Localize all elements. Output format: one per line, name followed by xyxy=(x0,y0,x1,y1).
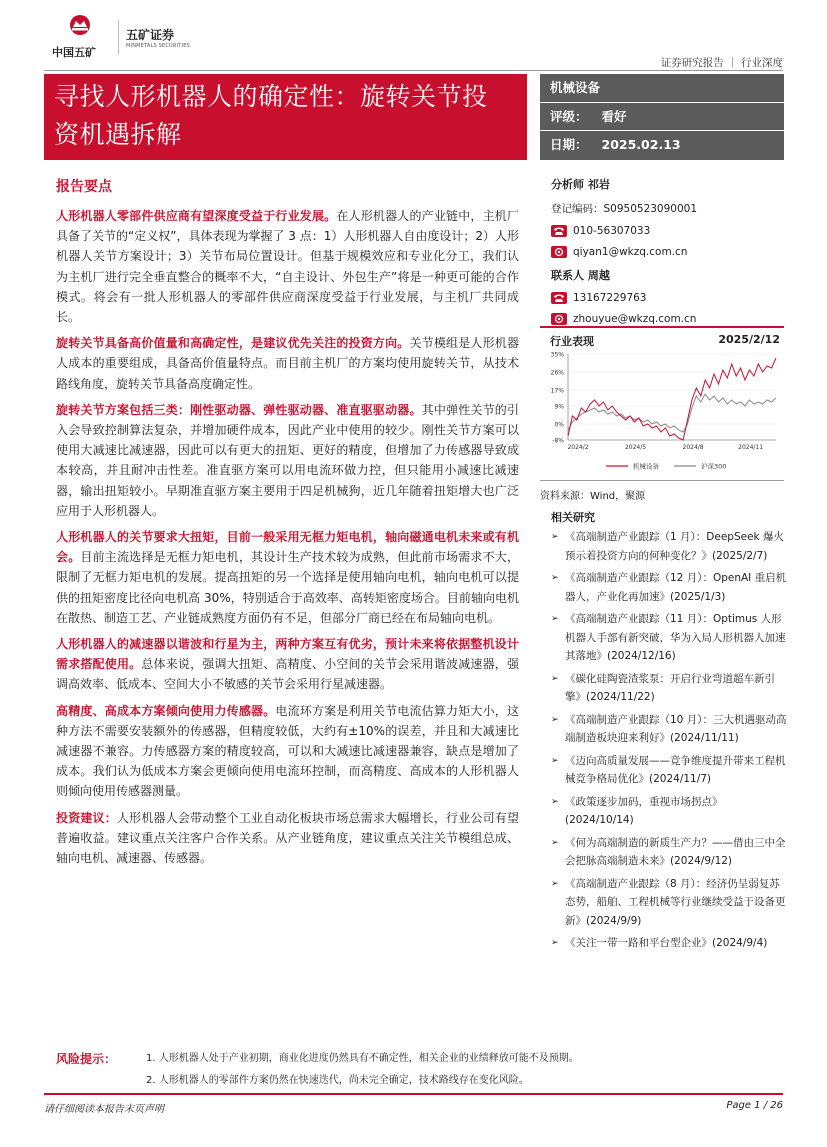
paragraph-body: 关节模组是人形机器人成本的重要组成，具备高价值量特点。而目前主机厂的方案均使用旋转关节，从技术路线角度，旋转关节具备高度确定性。 xyxy=(56,336,519,391)
arrow-icon: ➢ xyxy=(551,573,559,583)
industry-name xyxy=(540,74,784,103)
company-logo xyxy=(44,10,204,58)
email-address[interactable]: qiyan1@wkzq.com.cn xyxy=(573,246,688,258)
rating-row xyxy=(540,103,784,132)
related-research-item[interactable] xyxy=(551,569,787,606)
paragraph-body: 总体来说，强调大扭矩、高精度、小空间的关节会采用谐波减速器，强调高效率、低成本、空间大小不敏感的关节会采用行星减速器。 xyxy=(56,657,519,692)
minmetals-emblem-icon xyxy=(66,14,94,38)
related-research-text: 《高端制造产业跟踪（10 月）：三大机遇驱动高端制造板块迎来利好》(2024/11/11) xyxy=(565,713,787,744)
arrow-icon: ➢ xyxy=(551,714,559,725)
arrow-icon: ➢ xyxy=(551,614,559,624)
risk-item: 2. 人形机器人的零部件方案仍然在快速迭代，尚未完全确定，技术路线存在变化风险。 xyxy=(146,1075,529,1086)
analyst-name: 分析师 祁岩 xyxy=(551,178,610,191)
report-title-box xyxy=(44,74,527,160)
rating-value: 看好 xyxy=(601,108,627,124)
logo-divider xyxy=(118,20,119,54)
footer-disclaimer: 请仔细阅读本报告末页声明 xyxy=(44,1104,164,1115)
arrow-icon: ➢ xyxy=(551,878,559,889)
report-title-line2: 资机遇拆解 xyxy=(54,120,182,149)
paragraph-highlight: 旋转关节具备高价值量和高确定性，是建议优先关注的投资方向。 xyxy=(56,336,410,351)
email-icon xyxy=(551,246,567,258)
paragraph-highlight: 旋转关节方案包括三类：刚性驱动器、弹性驱动器、准直驱驱动器。 xyxy=(56,402,422,417)
date-row xyxy=(540,131,784,160)
email-icon xyxy=(551,313,567,325)
summary-paragraph xyxy=(56,400,519,521)
analyst-reg-code xyxy=(551,201,787,216)
related-research-text: 《何为高端制造的新质生产力？——借由三中全会把脉高端制造未来》(2024/9/12) xyxy=(565,836,786,867)
related-research-item[interactable] xyxy=(551,793,787,830)
y-tick-label: 9% xyxy=(554,403,564,411)
y-tick-label: 35% xyxy=(550,351,564,359)
summary-paragraph xyxy=(56,634,519,695)
related-research-title: 相关研究 xyxy=(551,511,595,524)
report-type: 证券研究报告 ｜ 行业深度 xyxy=(660,57,783,69)
contact-phone xyxy=(551,292,787,304)
rating-label: 评级： xyxy=(550,108,588,124)
y-tick-label: 0% xyxy=(554,421,564,429)
related-research-text: 《迈向高质量发展——竞争维度提升带来工程机械竞争格局优化》(2024/11/7) xyxy=(565,754,786,785)
header-divider xyxy=(44,70,783,71)
paragraph-highlight: 人形机器人的关节要求大扭矩，目前一般采用无框力矩电机，轴向磁通电机未来或有机会。 xyxy=(56,530,519,565)
logo-securities-english: MINMETALS SECURITIES xyxy=(126,43,190,49)
related-research-item[interactable] xyxy=(551,528,787,565)
phone-icon xyxy=(551,292,567,304)
chart-title: 行业表现 xyxy=(550,335,594,348)
paragraph-body: 在人形机器人的产业链中，主机厂具备了关节的“定义权”，具体表现为掌握了 3 点：1）人形机器人自由度设计；2）人形机器人关节方案设计；3）关节布局位置设计。但基于规模效应和专业化分工，我们认为主机厂进行完全垂直整合的概率不大，“自主设计、外包生产”将是一种更可能的合作模式。将会有一批人形机器人的零部件供应商深度受益于行业发展，与主机厂共同成长。 xyxy=(56,209,519,325)
related-research-item[interactable] xyxy=(551,834,787,871)
contact-email[interactable] xyxy=(551,313,787,325)
x-tick-label: 2024/5 xyxy=(624,444,647,451)
analyst-phone xyxy=(551,225,787,237)
logo-securities-name: 五矿证券 xyxy=(126,28,175,42)
y-tick-label: 26% xyxy=(550,369,564,377)
date-value: 2025.02.13 xyxy=(601,137,681,153)
phone-icon xyxy=(551,225,567,237)
analyst-info xyxy=(551,176,787,334)
related-research-text: 《碳化硅陶瓷渣浆泵：开启行业弯道超车新引擎》(2024/11/22) xyxy=(565,672,775,703)
arrow-icon: ➢ xyxy=(551,837,559,848)
industry-label: 机械设备 xyxy=(550,80,601,95)
chart-plot xyxy=(540,348,784,480)
paragraph-highlight: 投资建议： xyxy=(56,810,117,825)
arrow-icon: ➢ xyxy=(551,532,559,542)
summary-paragraph xyxy=(56,701,519,802)
related-research-text: 《高端制造产业跟踪（12 月）：OpenAI 重启机器人，产业化再加速》(2025/1/3) xyxy=(565,572,787,603)
report-title-line1: 寻找人形机器人的确定性：旋转关节投 xyxy=(54,82,488,111)
related-research-text: 《关注一带一路和平台型企业》(2024/9/4) xyxy=(565,937,768,949)
y-tick-label: -8% xyxy=(552,437,564,445)
y-tick-label: 17% xyxy=(550,387,564,395)
risk-label: 风险提示： xyxy=(56,1052,117,1066)
arrow-icon: ➢ xyxy=(551,755,559,766)
phone-number: 010-56307033 xyxy=(573,225,651,237)
reg-code-text: 登记编码：S0950523090001 xyxy=(551,203,698,215)
related-research-item[interactable] xyxy=(551,670,787,707)
footer-divider xyxy=(44,1093,783,1095)
x-tick-label: 2024/11 xyxy=(738,444,764,451)
x-tick-label: 2024/2 xyxy=(567,444,589,451)
related-research-item[interactable] xyxy=(551,934,787,953)
chart-source: 资料来源：Wind，聚源 xyxy=(540,491,646,502)
arrow-icon: ➢ xyxy=(551,796,559,807)
arrow-icon: ➢ xyxy=(551,673,559,684)
paragraph-highlight: 人形机器人零部件供应商有望深度受益于行业发展。 xyxy=(56,209,337,223)
risk-list xyxy=(146,1048,786,1092)
x-tick-label: 2024/8 xyxy=(682,444,704,451)
paragraph-highlight: 高精度、高成本方案倾向使用力传感器。 xyxy=(56,703,276,718)
section-title: 报告要点 xyxy=(56,179,112,195)
related-research-text: 《政策逐步加码，重视市场拐点》(2024/10/14) xyxy=(565,795,723,826)
related-research-text: 《高端制造产业跟踪（11 月）：Optimus 人形机器人手部有新突破，华为入局人形机器人加速其落地》(2024/12/16) xyxy=(565,613,786,662)
related-research-text: 《高端制造产业跟踪（1 月）：DeepSeek 爆火预示着投资方向的何种变化？》(2025/2/7) xyxy=(565,531,784,562)
paragraph-body: 人形机器人会带动整个工业自动化板块市场总需求大幅增长，行业公司有望普遍收益。建议重点关注客户合作关系。从产业链角度，建议重点关注关节模组总成、轴向电机、减速器、传感器。 xyxy=(56,810,519,866)
paragraph-body: 目前主流选择是无框力矩电机，其设计生产技术较为成熟，但此前市场需求不大，限制了无框力矩电机的发展。提高扭矩的另一个选择是使用轴向电机，轴向电机可以提供的扭矩密度比径向电机高 30%，特别适合于高效率、高转矩密度场合。目前轴向电机在散热、制造工艺、产业链成熟度方面仍有不足，但部分厂商已经在布局轴向电机。 xyxy=(56,550,519,625)
related-research-item[interactable] xyxy=(551,875,787,931)
report-summary xyxy=(56,176,519,874)
rating-box xyxy=(540,74,784,160)
paragraph-body: 其中弹性关节的引入会导致控制算法复杂，并增加硬件成本，因此产业中使用的较少。刚性关节方案可以使用大减速比减速器，因此可以有更大的扭矩、更好的精度，但增加了力传感器导致成本较高，并且耐冲击性差。准直驱方案可以用电流环做力控，但只能用小减速比减速器，输出扭矩较小。早期准直驱方案主要用于四足机械狗，近几年随着扭矩增大也广泛应用于人形机器人。 xyxy=(56,402,519,518)
analyst-email[interactable] xyxy=(551,246,787,258)
series-line-csi300 xyxy=(568,394,776,432)
paragraph-body: 电流环方案是利用关节电流估算力矩大小，这种方法不需要安装额外的传感器，但精度较低，大约有±10%的误差，并且和大减速比减速器不兼容。力传感器方案的精度较高，可以和大减速比减速器兼容，缺点是增加了成本。我们认为低成本方案会更倾向使用电流环控制，而高精度、高成本的人形机器人则倾向使用传感器测量。 xyxy=(56,703,519,799)
summary-paragraph xyxy=(56,808,519,869)
logo-group-name: 中国五矿 xyxy=(52,46,96,59)
date-label: 日期： xyxy=(550,137,588,153)
summary-paragraph xyxy=(56,206,519,327)
arrow-icon: ➢ xyxy=(551,938,559,948)
phone-number: 13167229763 xyxy=(573,292,647,304)
paragraph-highlight: 人形机器人的减速器以谐波和行星为主，两种方案互有优劣，预计未来将依据整机设计需求搭配使用。 xyxy=(56,637,519,672)
related-research-list xyxy=(551,528,787,957)
page-number: Page 1 / 26 xyxy=(726,1100,783,1111)
summary-paragraph xyxy=(56,333,519,394)
series-line-machinery xyxy=(568,358,776,440)
contact-name: 联系人 周越 xyxy=(551,269,610,282)
related-research-item[interactable] xyxy=(551,610,787,666)
related-research-text: 《高端制造产业跟踪（8 月）：经济仍呈弱复苏态势，船舶、工程机械等行业继续受益于设备更新》(2024/9/9) xyxy=(565,877,786,927)
summary-paragraph xyxy=(56,527,519,628)
legend-label: 沪深300 xyxy=(701,462,727,471)
related-research-item[interactable] xyxy=(551,711,787,748)
risk-item: 1. 人形机器人处于产业初期，商业化进度仍然具有不确定性，相关企业的业绩释放可能不及预期。 xyxy=(146,1053,579,1064)
related-research-item[interactable] xyxy=(551,752,787,789)
industry-performance-chart xyxy=(540,326,784,481)
chart-date: 2025/2/12 xyxy=(718,333,780,346)
legend-label: 机械设备 xyxy=(633,462,659,471)
email-address[interactable]: zhouyue@wkzq.com.cn xyxy=(573,313,697,325)
